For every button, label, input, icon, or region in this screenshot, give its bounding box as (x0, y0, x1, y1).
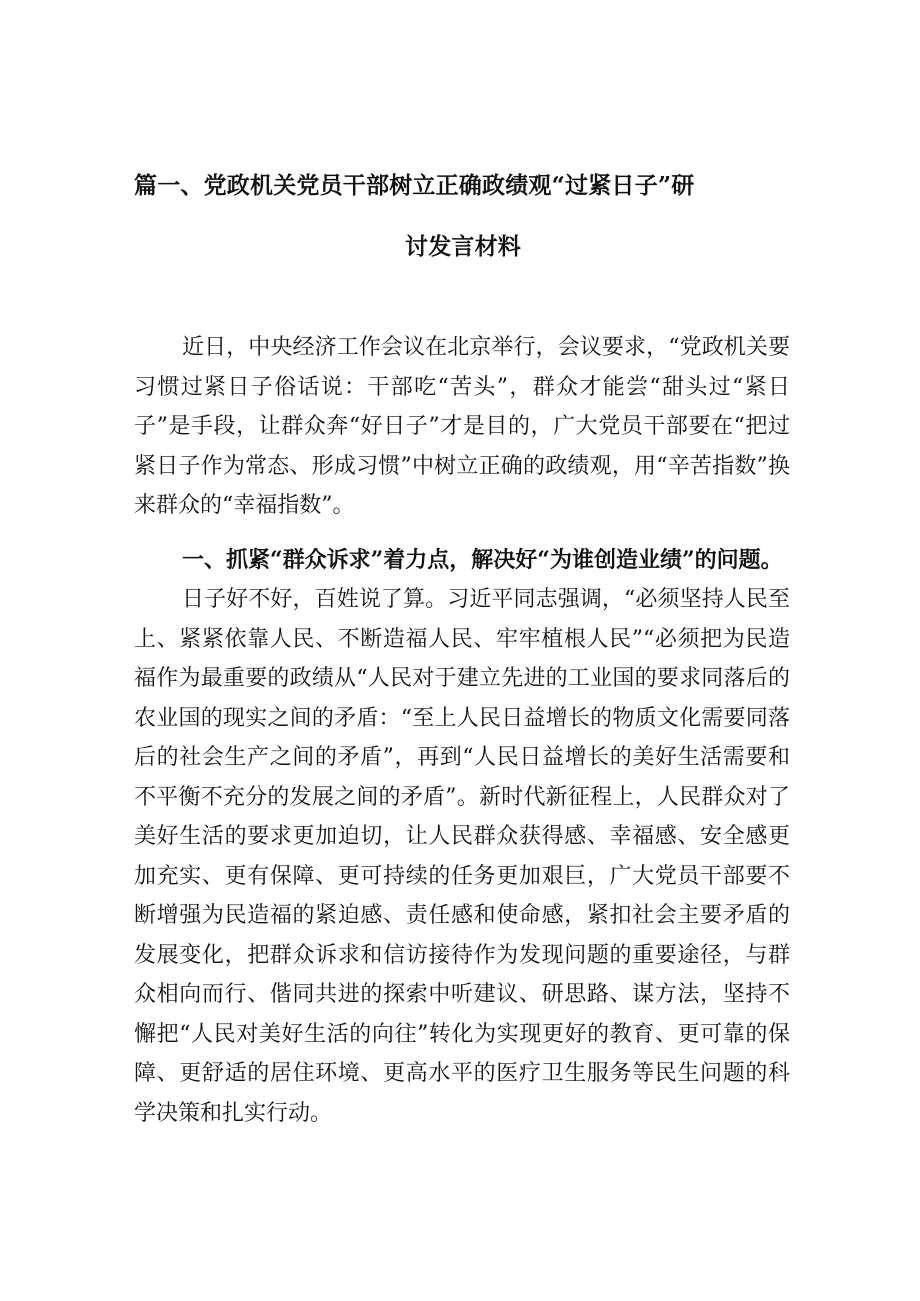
body-paragraph: 日子好不好，百姓说了算。习近平同志强调，“必须坚持人民至上、紧紧依靠人民、不断造福人民、牢牢植根人民”“必须把为民造福作为最重要的政绩从“人民对于建立先进的工业国的要求同落后的农业国的现实之间的矛盾：“至上人民日益增长的物质文化需要同落后的社会生产之间的矛盾”，再到“人民日益增长的美好生活需要和不平衡不充分的发展之间的矛盾”。新时代新征程上，人民群众对了美好生活的要求更加迫切，让人民群众获得感、幸福感、安全感更加充实、更有保障、更可持续的任务更加艰巨，广大党员干部要不断增强为民造福的紧迫感、责任感和使命感，紧扣社会主要矛盾的发展变化，把群众诉求和信访接待作为发现问题的重要途径，与群众相向而行、偕同共进的探索中听建议、研思路、谋方法，坚持不懈把“人民对美好生活的向往”转化为实现更好的教育、更可靠的保障、更舒适的居住环境、更高水平的医疗卫生服务等民生问题的科学决策和扎实行动。 (134, 587, 790, 1126)
document-title-line-2: 讨发言材料 (405, 233, 521, 260)
document-title-line-1: 篇一、党政机关党员干部树立正确政绩观“过紧日子”研 (134, 172, 695, 199)
section-heading: 一、抓紧“群众诉求”着力点，解决好“为谁创造业绩”的问题。 (182, 547, 783, 573)
intro-paragraph: 近日，中央经济工作会议在北京举行，会议要求，“党政机关要习惯过紧日子俗话说：干部吃“苦头”，群众才能尝“甜头过“紧日子”是手段，让群众奔“好日子”才是目的，广大党员干部要在“把过紧日子作为常态、形成习惯”中树立正确的政绩观，用“辛苦指数”换来群众的“幸福指数”。 (134, 335, 790, 518)
